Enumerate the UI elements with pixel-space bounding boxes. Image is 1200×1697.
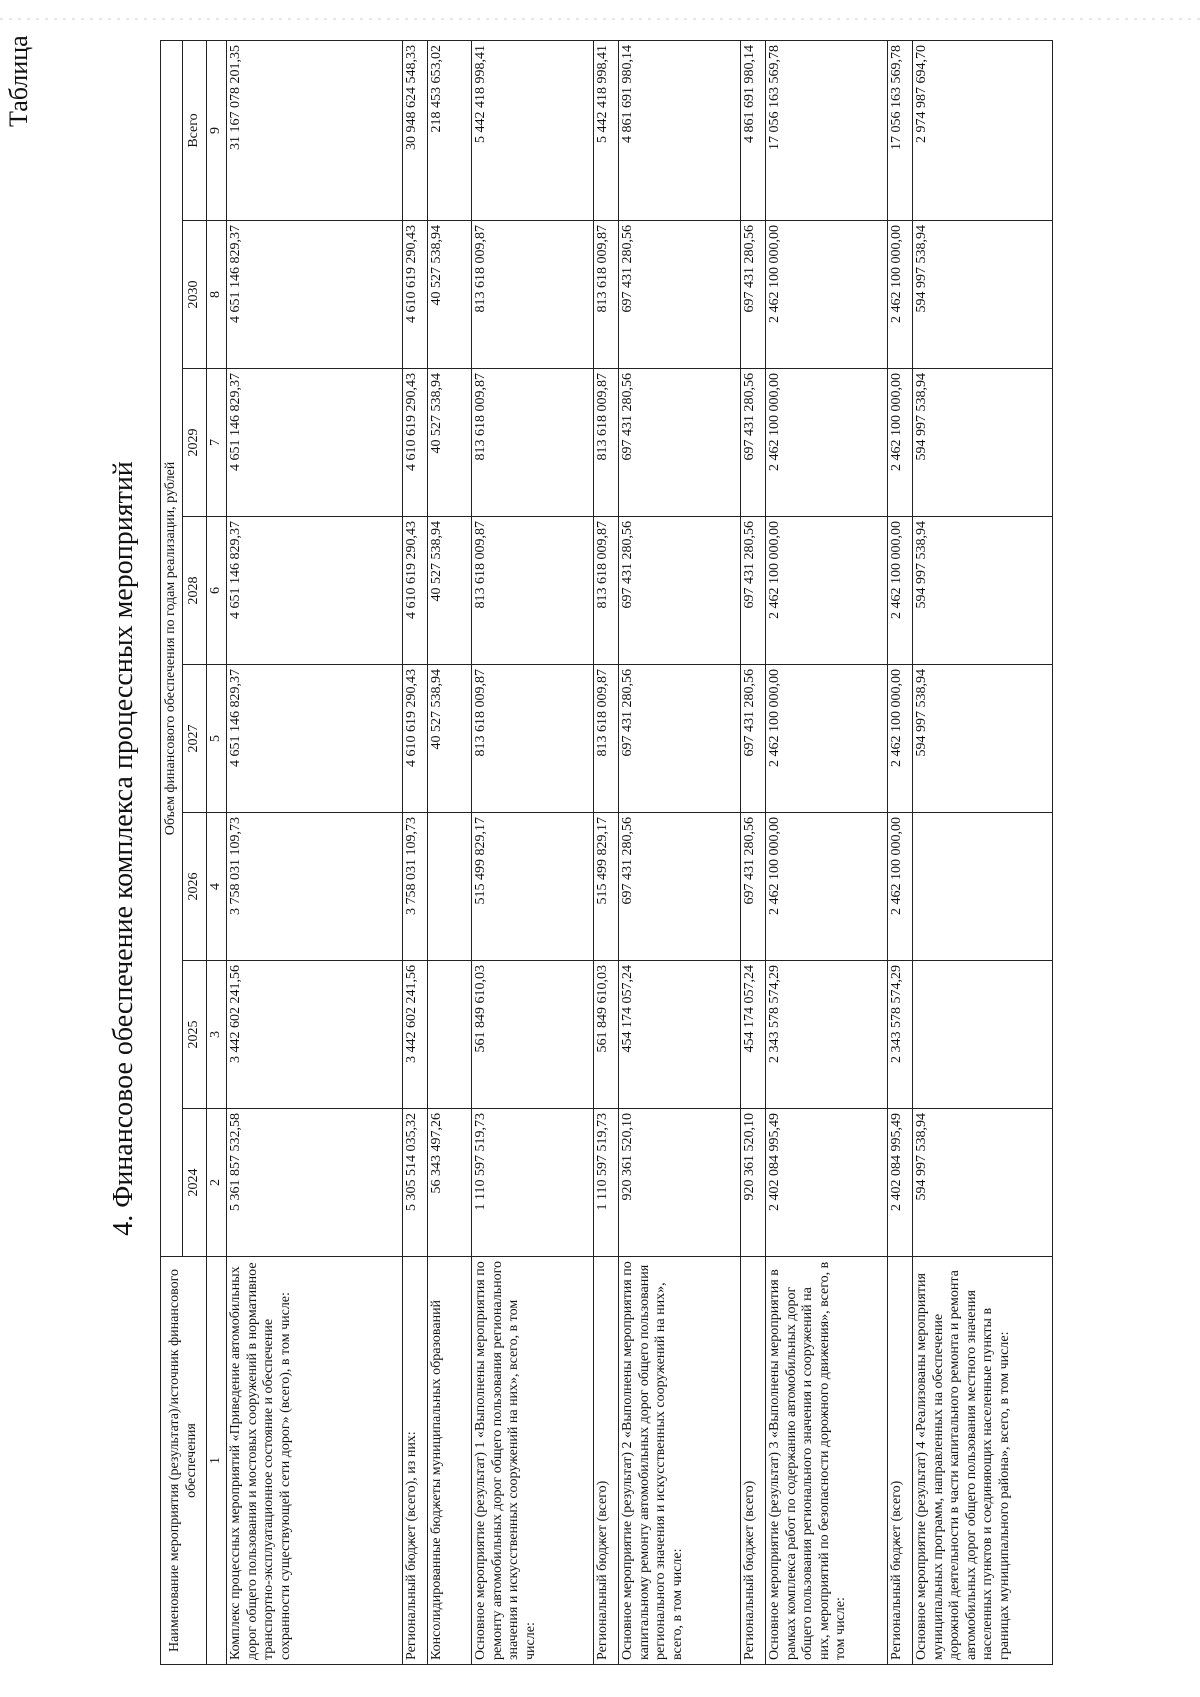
row-value: 2 462 100 000,00 [766,665,888,813]
row-value: 2 343 578 574,29 [766,961,888,1109]
row-name: Консолидированные бюджеты муниципальных образований [428,1257,472,1665]
row-name: Региональный бюджет (всего), из них: [403,1257,428,1665]
row-value: 3 758 031 109,73 [227,813,403,961]
page-title: 4. Финансовое обеспечение комплекса процессных мероприятий [108,461,139,1236]
row-value: 2 402 084 995,49 [888,1109,913,1257]
col-number: 2 [207,1109,227,1257]
row-value: 2 462 100 000,00 [766,369,888,517]
row-value: 454 174 057,24 [741,961,766,1109]
row-value: 515 499 829,17 [594,813,619,961]
row-value: 2 462 100 000,00 [766,517,888,665]
row-total: 17 056 163 569,78 [888,41,913,221]
row-total: 30 948 624 548,33 [403,41,428,221]
row-total: 218 453 653,02 [428,41,472,221]
col-number: 4 [207,813,227,961]
table-row [888,41,913,1665]
header-year: 2025 [183,961,207,1109]
table-row [594,41,619,1665]
row-value: 515 499 829,17 [472,813,594,961]
col-number: 1 [207,1257,227,1665]
header-total: Всего [183,41,207,221]
table-row [913,41,1053,1665]
row-value: 4 651 146 829,37 [227,665,403,813]
col-number: 5 [207,665,227,813]
row-value: 697 431 280,56 [619,813,741,961]
table-label: Таблица [4,35,33,127]
col-number: 8 [207,221,227,369]
row-value [913,813,1053,961]
header-year: 2026 [183,813,207,961]
row-value: 2 462 100 000,00 [888,221,913,369]
row-value: 813 618 009,87 [472,517,594,665]
row-value: 4 610 619 290,43 [403,221,428,369]
row-value: 2 462 100 000,00 [766,221,888,369]
header-row-colnumbers [207,41,227,1665]
row-value: 2 462 100 000,00 [888,369,913,517]
row-value: 40 527 538,94 [428,517,472,665]
row-value: 594 997 538,94 [913,1109,1053,1257]
header-year: 2030 [183,221,207,369]
header-group: Объем финансового обеспечения по годам реализации, рублей [161,41,183,1257]
row-total: 17 056 163 569,78 [766,41,888,221]
row-value: 4 610 619 290,43 [403,517,428,665]
row-value: 3 442 602 241,56 [227,961,403,1109]
table-row [741,41,766,1665]
row-value: 697 431 280,56 [741,813,766,961]
header-year: 2027 [183,665,207,813]
row-value: 4 610 619 290,43 [403,665,428,813]
row-value: 697 431 280,56 [741,665,766,813]
row-value: 56 343 497,26 [428,1109,472,1257]
row-value: 561 849 610,03 [594,961,619,1109]
row-total: 31 167 078 201,35 [227,41,403,221]
row-value: 813 618 009,87 [472,665,594,813]
row-value: 40 527 538,94 [428,369,472,517]
row-value: 2 462 100 000,00 [888,813,913,961]
row-value: 697 431 280,56 [741,517,766,665]
row-value: 1 110 597 519,73 [472,1109,594,1257]
row-value: 3 442 602 241,56 [403,961,428,1109]
row-value: 594 997 538,94 [913,369,1053,517]
row-total: 4 861 691 980,14 [619,41,741,221]
row-value: 2 402 084 995,49 [766,1109,888,1257]
row-name: Основное мероприятие (результат) 4 «Реализованы мероприятия муниципальных программ, направленных на обеспечение дорожной деятельности в части капитального ремонта и ремонта автомобильных дорог общего пользования местного значения населенных пунктов и соединяющих населенные пункты в границах муниципального района», всего, в том числе: [913,1257,1053,1665]
row-value: 697 431 280,56 [619,369,741,517]
row-value: 4 651 146 829,37 [227,369,403,517]
row-total: 4 861 691 980,14 [741,41,766,221]
table-row [766,41,888,1665]
row-value: 454 174 057,24 [619,961,741,1109]
row-value: 2 343 578 574,29 [888,961,913,1109]
row-value: 40 527 538,94 [428,221,472,369]
row-value [913,961,1053,1109]
row-value: 2 462 100 000,00 [888,517,913,665]
col-number: 9 [207,41,227,221]
row-name: Основное мероприятие (результат) 1 «Выполнены мероприятия по ремонту автомобильных дорог общего пользования регионального значения и искусственных сооружений на них», всего, в том числе: [472,1257,594,1665]
row-value: 5 305 514 035,32 [403,1109,428,1257]
row-total: 5 442 418 998,41 [594,41,619,221]
row-value: 5 361 857 532,58 [227,1109,403,1257]
row-value: 920 361 520,10 [619,1109,741,1257]
row-value: 40 527 538,94 [428,665,472,813]
row-value [428,813,472,961]
row-value: 2 462 100 000,00 [888,665,913,813]
row-value: 813 618 009,87 [472,221,594,369]
row-value: 4 610 619 290,43 [403,369,428,517]
row-value: 920 361 520,10 [741,1109,766,1257]
table-row [619,41,741,1665]
row-value [428,961,472,1109]
row-value: 697 431 280,56 [619,221,741,369]
row-value: 594 997 538,94 [913,665,1053,813]
row-value: 594 997 538,94 [913,517,1053,665]
col-number: 7 [207,369,227,517]
row-value: 697 431 280,56 [741,369,766,517]
row-name: Основное мероприятие (результат) 2 «Выполнены мероприятия по капитальному ремонту автомобильных дорог общего пользования регионального значения и искусственных сооружений на них», всего, в том числе: [619,1257,741,1665]
header-year: 2028 [183,517,207,665]
row-value: 697 431 280,56 [619,665,741,813]
row-value: 813 618 009,87 [594,369,619,517]
col-number: 6 [207,517,227,665]
table-row [472,41,594,1665]
row-total: 2 974 987 694,70 [913,41,1053,221]
row-value: 2 462 100 000,00 [766,813,888,961]
col-number: 3 [207,961,227,1109]
table-row [227,41,403,1665]
row-total: 5 442 418 998,41 [472,41,594,221]
row-value: 697 431 280,56 [741,221,766,369]
row-value: 697 431 280,56 [619,517,741,665]
row-value: 4 651 146 829,37 [227,517,403,665]
row-name: Региональный бюджет (всего) [594,1257,619,1665]
row-value: 1 110 597 519,73 [594,1109,619,1257]
row-value: 3 758 031 109,73 [403,813,428,961]
row-value: 4 651 146 829,37 [227,221,403,369]
header-row-group [161,41,183,1665]
row-name: Основное мероприятие (результат) 3 «Выполнены мероприятия в рамках комплекса работ по содержанию автомобильных дорог общего пользования регионального значения и сооружений на них, мероприятий по безопасности дорожного движения», всего, в том числе: [766,1257,888,1665]
header-year: 2029 [183,369,207,517]
row-name: Комплекс процессных мероприятий «Приведение автомобильных дорог общего пользования и мостовых сооружений в нормативное транспортно-эксплуатационное состояние и обеспечение сохранности существующей сети дорог» (всего), в том числе: [227,1257,403,1665]
row-value: 594 997 538,94 [913,221,1053,369]
row-value: 813 618 009,87 [594,665,619,813]
header-name: Наименование мероприятия (результата)/источник финансового обеспечения [161,1257,207,1665]
row-value: 813 618 009,87 [472,369,594,517]
row-value: 813 618 009,87 [594,221,619,369]
table-row [403,41,428,1665]
header-year: 2024 [183,1109,207,1257]
budget-table [160,40,1053,1665]
row-value: 813 618 009,87 [594,517,619,665]
row-name: Региональный бюджет (всего) [888,1257,913,1665]
table-row [428,41,472,1665]
row-value: 561 849 610,03 [472,961,594,1109]
row-name: Региональный бюджет (всего) [741,1257,766,1665]
